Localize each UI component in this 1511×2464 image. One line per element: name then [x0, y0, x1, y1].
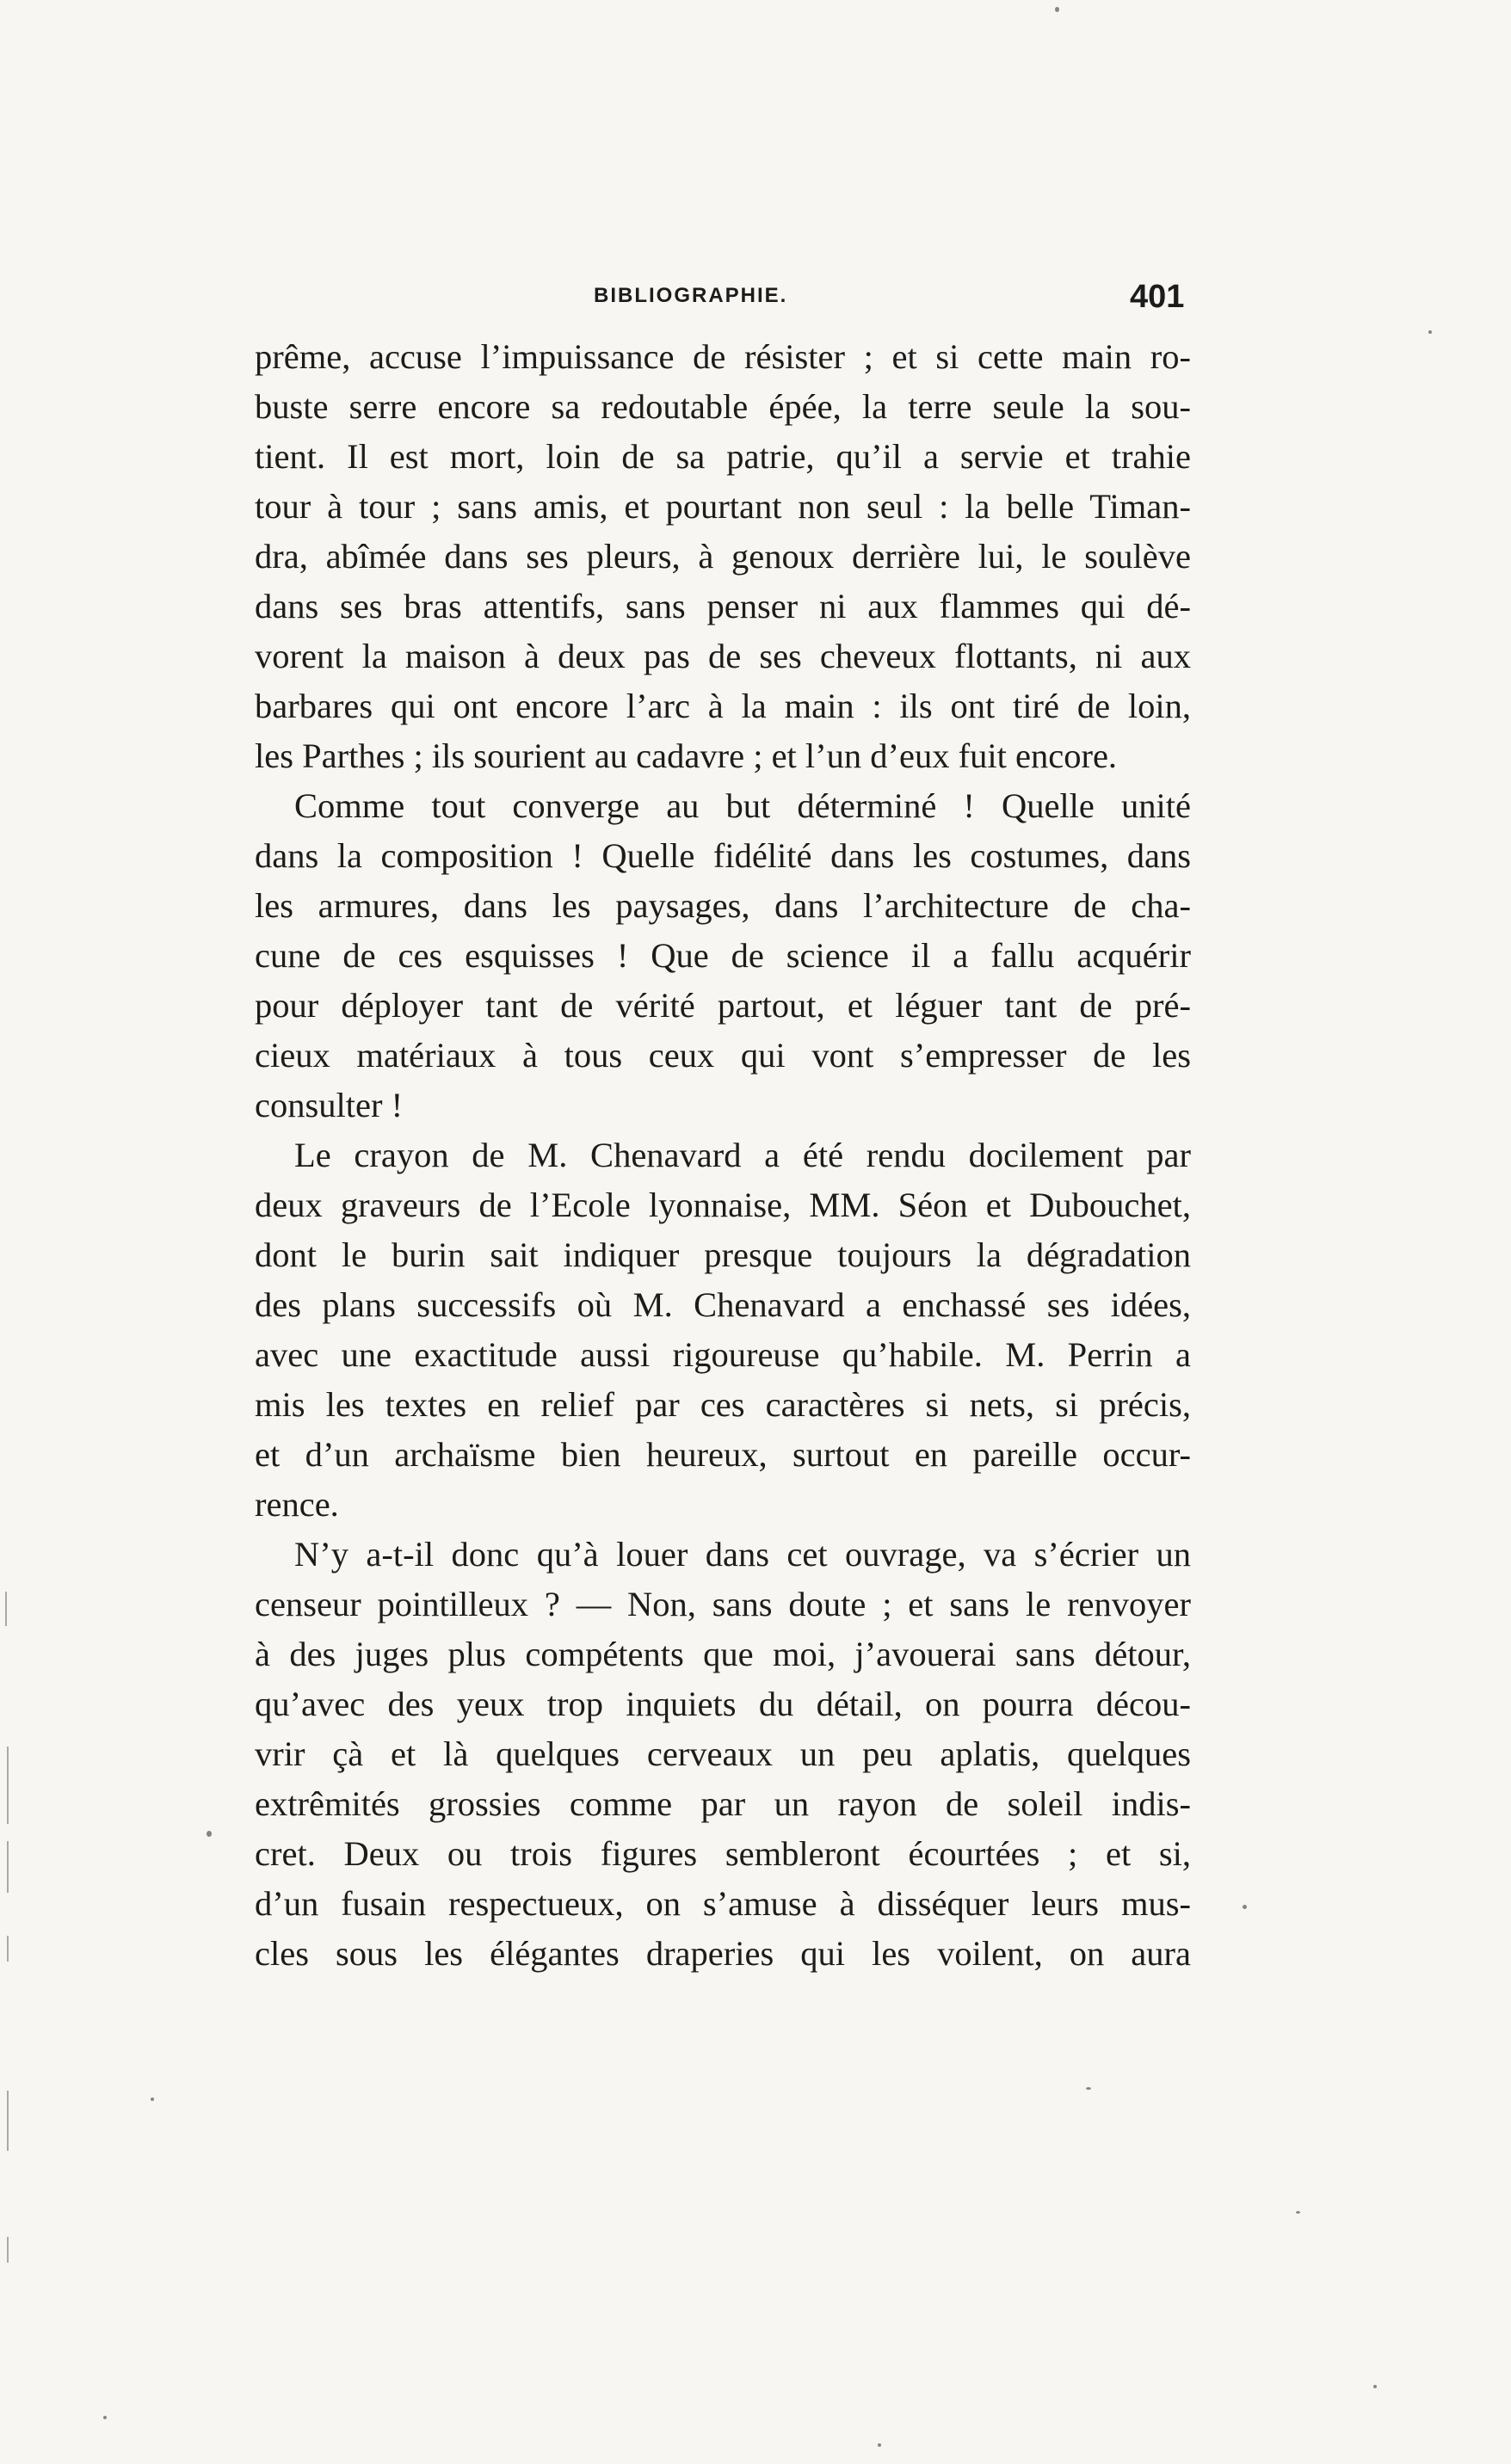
- scan-edge-mark: [7, 2237, 9, 2263]
- running-title: BIBLIOGRAPHIE.: [594, 284, 788, 307]
- text-line: d’un fusain respectueux, on s’amuse à disséquer leurs mus-: [255, 1884, 1191, 1923]
- paragraph-last-line: rence.: [255, 1485, 339, 1524]
- text-line: avec une exactitude aussi rigoureuse qu’habile. M. Perrin a: [255, 1335, 1191, 1374]
- text-line: dont le burin sait indiquer presque toujours la dégradation: [255, 1235, 1191, 1274]
- scan-speck: [151, 2097, 154, 2101]
- text-line: et d’un archaïsme bien heureux, surtout en pareille occur-: [255, 1435, 1191, 1474]
- body-text: [255, 332, 1191, 1979]
- text-line: pour déployer tant de vérité partout, et léguer tant de pré-: [255, 986, 1191, 1025]
- scan-speck: [1086, 2087, 1091, 2090]
- text-line: extrêmités grossies comme par un rayon de soleil indis-: [255, 1784, 1191, 1823]
- text-line: buste serre encore sa redoutable épée, la terre seule la sou-: [255, 387, 1191, 426]
- scan-speck: [1243, 1905, 1247, 1909]
- scan-speck: [207, 1831, 212, 1837]
- text-line: mis les textes en relief par ces caractères si nets, si précis,: [255, 1385, 1191, 1424]
- text-line: cret. Deux ou trois figures sembleront écourtées ; et si,: [255, 1834, 1191, 1873]
- running-head: [258, 279, 1205, 327]
- paragraph-first-line: Comme tout converge au but déterminé ! Quelle unité: [294, 786, 1191, 825]
- text-line: dra, abîmée dans ses pleurs, à genoux derrière lui, le soulève: [255, 537, 1191, 576]
- paragraph-first-line: Le crayon de M. Chenavard a été rendu docilement par: [294, 1136, 1191, 1174]
- scan-speck: [1296, 2211, 1300, 2214]
- text-line: cieux matériaux à tous ceux qui vont s’empresser de les: [255, 1036, 1191, 1075]
- text-line: à des juges plus compétents que moi, j’avouerai sans détour,: [255, 1635, 1191, 1673]
- text-line: barbares qui ont encore l’arc à la main : ils ont tiré de loin,: [255, 687, 1191, 725]
- text-line: tient. Il est mort, loin de sa patrie, qu’il a servie et trahie: [255, 437, 1191, 476]
- paragraph-last-line: consulter !: [255, 1086, 404, 1124]
- text-line: dans ses bras attentifs, sans penser ni aux flammes qui dé-: [255, 587, 1191, 625]
- text-line: cune de ces esquisses ! Que de science il a fallu acquérir: [255, 936, 1191, 975]
- page-number: 401: [1130, 279, 1185, 315]
- scan-edge-mark: [7, 1841, 9, 1893]
- text-line: dans la composition ! Quelle fidélité dans les costumes, dans: [255, 836, 1191, 875]
- text-line: vorent la maison à deux pas de ses cheveux flottants, ni aux: [255, 637, 1191, 675]
- text-line: prême, accuse l’impuissance de résister ; et si cette main ro-: [255, 337, 1191, 376]
- scan-edge-mark: [5, 1592, 7, 1626]
- text-line: vrir çà et là quelques cerveaux un peu aplatis, quelques: [255, 1734, 1191, 1773]
- text-line: cles sous les élégantes draperies qui les voilent, on aura: [255, 1934, 1191, 1973]
- text-line: tour à tour ; sans amis, et pourtant non seul : la belle Timan-: [255, 487, 1191, 526]
- text-line: des plans successifs où M. Chenavard a enchassé ses idées,: [255, 1285, 1191, 1324]
- scan-edge-mark: [7, 2091, 9, 2151]
- scan-speck: [1055, 7, 1059, 12]
- scan-edge-mark: [7, 1936, 9, 1962]
- paragraph-first-line: N’y a-t-il donc qu’à louer dans cet ouvrage, va s’écrier un: [294, 1535, 1191, 1574]
- scan-speck: [878, 2443, 881, 2447]
- scan-edge-mark: [7, 1746, 9, 1824]
- text-line: les armures, dans les paysages, dans l’architecture de cha-: [255, 886, 1191, 925]
- paragraph-last-line: les Parthes ; ils sourient au cadavre ; et l’un d’eux fuit encore.: [255, 736, 1118, 775]
- text-line: censeur pointilleux ? — Non, sans doute ; et sans le renvoyer: [255, 1585, 1191, 1623]
- scan-speck: [1373, 2385, 1377, 2388]
- text-line: qu’avec des yeux trop inquiets du détail, on pourra décou-: [255, 1685, 1191, 1723]
- text-line: deux graveurs de l’Ecole lyonnaise, MM. Séon et Dubouchet,: [255, 1186, 1191, 1224]
- scan-speck: [103, 2416, 107, 2419]
- scan-speck: [1428, 330, 1432, 334]
